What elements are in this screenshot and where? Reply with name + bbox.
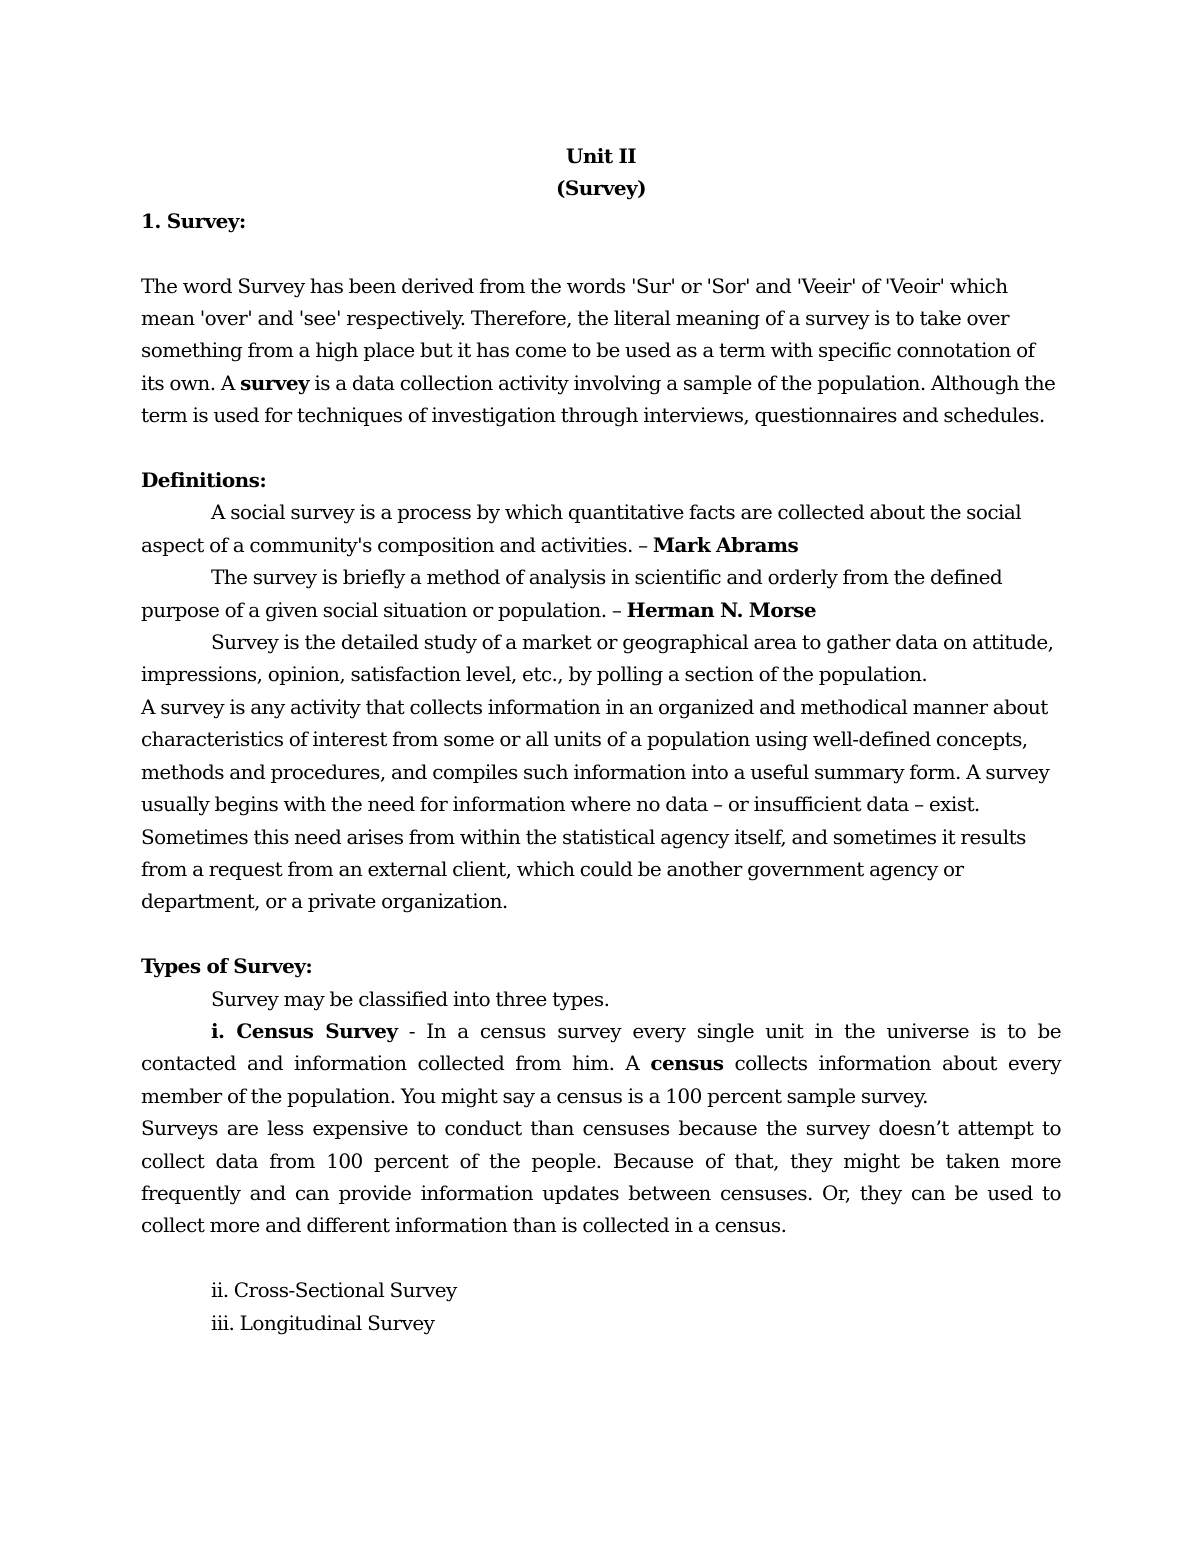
survey-intro-paragraph: [141, 270, 1061, 432]
blank-line: [141, 237, 1061, 269]
census-survey-paragraph: [141, 1015, 1061, 1112]
blank-line: [141, 918, 1061, 950]
census-comparison-paragraph: Surveys are less expensive to conduct than censuses because the survey doesn’t attempt to collect data from 100 percent of the people. Because of that, they might be taken more frequently and can provide information updates between censuses. Or, they can be used to collect more and different information than is collected in a census.: [141, 1116, 1061, 1238]
definition-1: [141, 496, 1061, 561]
survey-intro-bold-term: survey: [240, 370, 310, 395]
unit-title: Unit II: [565, 144, 637, 168]
document-body: [141, 140, 1061, 1339]
definitions-heading: Definitions:: [141, 468, 267, 493]
unit-subtitle: (Survey): [555, 176, 646, 201]
definition-3: Survey is the detailed study of a market or geographical area to gather data on attitude, impressions, opinion, satisfaction level, etc., by polling a section of the population.: [141, 630, 1054, 687]
types-intro: Survey may be classified into three types.: [211, 986, 610, 1011]
blank-line: [141, 1242, 1061, 1274]
type-item-longitudinal: iii. Longitudinal Survey: [211, 1310, 435, 1335]
definition-2: [141, 561, 1061, 626]
definition-1-text: A social survey is a process by which quantitative facts are collected about the social aspect of a community's composition and activities. –: [141, 500, 1022, 557]
section-heading-survey: 1. Survey:: [141, 208, 246, 233]
census-survey-text-b: collects information about every member of the population. You might say a census is a 100 percent sample survey.: [141, 1051, 1061, 1108]
census-survey-label: i. Census Survey: [211, 1018, 398, 1043]
types-heading: Types of Survey:: [141, 954, 313, 979]
definition-4: A survey is any activity that collects information in an organized and methodical manner about characteristics of interest from some or all units of a population using well-defined concepts, methods and procedures, and compiles such information into a useful summary form. A survey usually begins with the need for information where no data – or insufficient data – exist. Sometimes this need arises from within the statistical agency itself, and sometimes it results from a request from an external client, which could be another government agency or department, or a private organization.: [141, 694, 1050, 914]
blank-line: [141, 432, 1061, 464]
census-survey-text-a: - In a census survey every single unit in the universe is to be contacted and information collected from him. A: [141, 1018, 1061, 1076]
definition-1-author: Mark Abrams: [652, 532, 799, 557]
survey-intro-text-a: The word Survey has been derived from the words 'Sur' or 'Sor' and 'Veeir' of 'Veoir' which mean 'over' and 'see' respectively. Therefore, the literal meaning of a survey is to take over something from a high place but it has come to be used as a term with specific connotation of its own. A: [141, 273, 1035, 395]
definition-2-author: Herman N. Morse: [626, 597, 817, 622]
type-item-cross-sectional: ii. Cross-Sectional Survey: [211, 1278, 457, 1303]
definition-2-text: The survey is briefly a method of analysis in scientific and orderly from the defined purpose of a given social situation or population. –: [141, 565, 1003, 622]
census-bold-term: census: [650, 1051, 724, 1076]
survey-intro-text-b: is a data collection activity involving a sample of the population. Although the term is used for techniques of investigation through interviews, questionnaires and schedules.: [141, 370, 1056, 428]
